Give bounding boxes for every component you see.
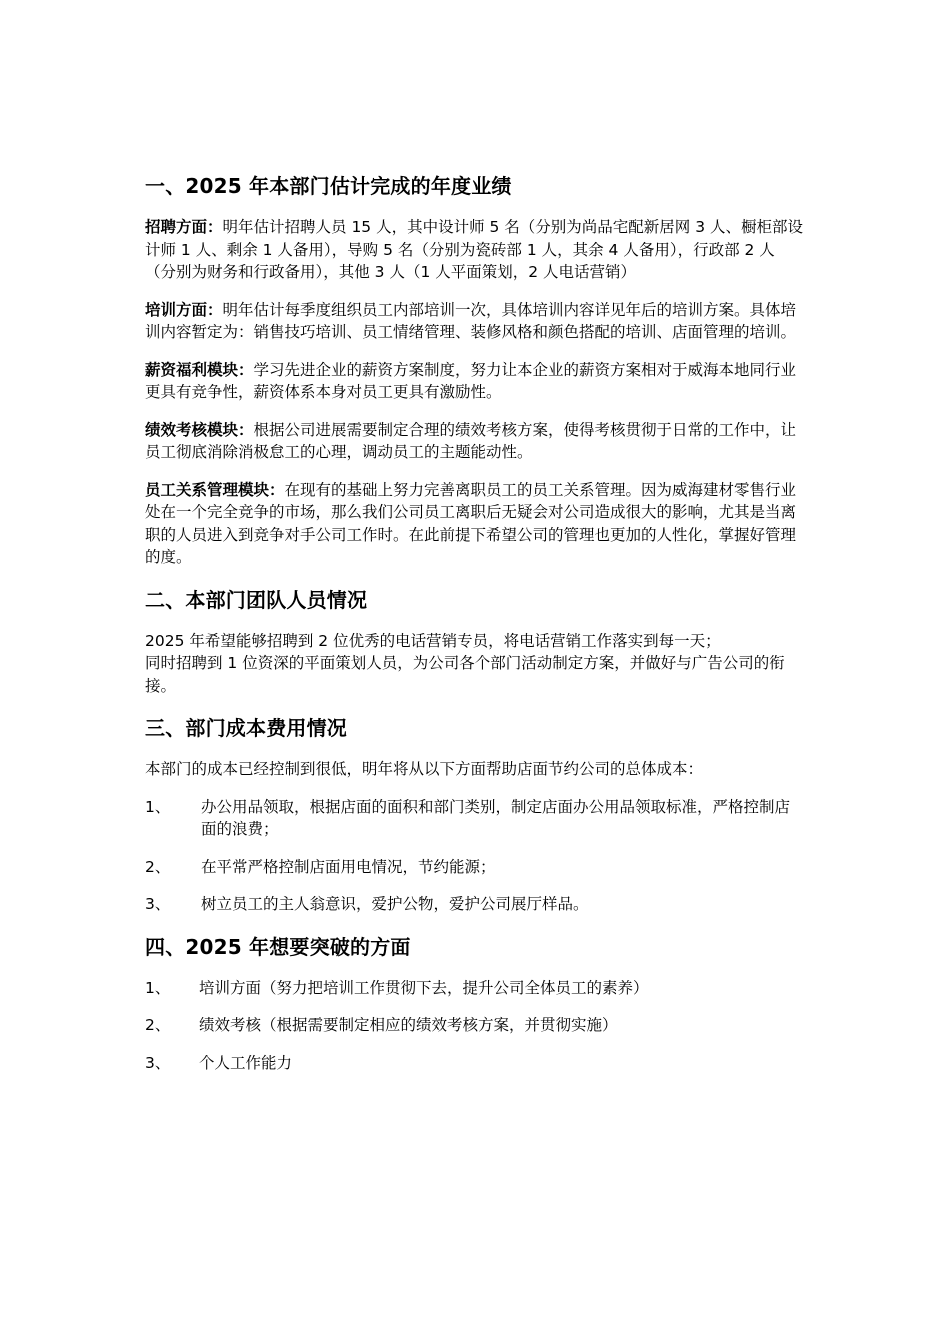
paragraph-recruitment bbox=[145, 216, 805, 284]
paragraph-cost-intro: 本部门的成本已经控制到很低，明年将从以下方面帮助店面节约公司的总体成本： bbox=[145, 760, 704, 778]
list-number: 3、 bbox=[145, 895, 171, 913]
paragraph-label: 培训方面： bbox=[145, 300, 223, 319]
list-text: 办公用品领取，根据店面的面积和部门类别，制定店面办公用品领取标准，严格控制店面的浪费； bbox=[201, 797, 791, 838]
paragraph-line: 同时招聘到 1 位资深的平面策划人员，为公司各个部门活动制定方案，并做好与广告公司的衔接。 bbox=[145, 654, 785, 695]
list-number: 2、 bbox=[145, 1016, 171, 1034]
paragraph-performance bbox=[145, 419, 805, 464]
list-item bbox=[145, 977, 805, 1000]
paragraph-label: 绩效考核模块： bbox=[145, 420, 254, 439]
paragraph-text: 学习先进企业的薪资方案制度，努力让本企业的薪资方案相对于威海本地同行业更具有竞争性，薪资体系本身对员工更具有激励性。 bbox=[145, 360, 797, 401]
list-number: 2、 bbox=[145, 857, 171, 876]
list-item bbox=[145, 893, 805, 916]
list-item bbox=[145, 1052, 805, 1075]
paragraph-text: 明年估计招聘人员 15 人，其中设计师 5 名（分别为尚品宅配新居网 3 人、橱柜部设计师 1 人、剩余 1 人备用），导购 5 名（分别为瓷砖部 1 人，其余 4 人备用），行政部 2 人（分别为财务和行政备用），其他 3 人（1 人平面策划，2 人电话营销） bbox=[145, 218, 804, 281]
paragraph-compensation bbox=[145, 359, 805, 404]
list-number: 3、 bbox=[145, 1053, 171, 1072]
paragraph-line: 2025 年希望能够招聘到 2 位优秀的电话营销专员，将电话营销工作落实到每一天； bbox=[145, 631, 721, 650]
section-heading-1: 一、2025 年本部门估计完成的年度业绩 bbox=[145, 174, 512, 198]
section-heading-3: 三、部门成本费用情况 bbox=[145, 716, 347, 740]
section-heading-2: 二、本部门团队人员情况 bbox=[145, 587, 368, 612]
paragraph-team bbox=[145, 630, 805, 698]
paragraph-training bbox=[145, 299, 805, 344]
paragraph-employee-relations bbox=[145, 479, 805, 569]
list-number: 1、 bbox=[145, 978, 171, 997]
document-page bbox=[145, 170, 805, 1089]
paragraph-text: 根据公司进展需要制定合理的绩效考核方案，使得考核贯彻于日常的工作中，让员工彻底消除消极怠工的心理，调动员工的主题能动性。 bbox=[145, 420, 797, 461]
list-item bbox=[145, 1014, 805, 1037]
list-number: 1、 bbox=[145, 797, 171, 816]
paragraph-label: 薪资福利模块： bbox=[145, 360, 254, 379]
paragraph-text: 明年估计每季度组织员工内部培训一次，具体培训内容详见年后的培训方案。具体培训内容暂定为：销售技巧培训、员工情绪管理、装修风格和颜色搭配的培训、店面管理的培训。 bbox=[145, 300, 797, 341]
paragraph-text: 在现有的基础上努力完善离职员工的员工关系管理。因为威海建材零售行业处在一个完全竞争的市场，那么我们公司员工离职后无疑会对公司造成很大的影响，尤其是当离职的人员进入到竞争对手公司工作时。在此前提下希望公司的管理也更加的人性化，掌握好管理的度。 bbox=[145, 480, 797, 566]
list-text: 个人工作能力 bbox=[199, 1053, 293, 1072]
list-item bbox=[145, 856, 805, 879]
list-text: 培训方面（努力把培训工作贯彻下去，提升公司全体员工的素养） bbox=[199, 978, 649, 997]
list-text: 绩效考核（根据需要制定相应的绩效考核方案，并贯彻实施） bbox=[199, 1016, 618, 1034]
list-item bbox=[145, 796, 805, 841]
paragraph-label: 员工关系管理模块： bbox=[145, 480, 285, 499]
section-heading-4: 四、2025 年想要突破的方面 bbox=[145, 934, 411, 959]
list-text: 树立员工的主人翁意识，爱护公物，爱护公司展厅样品。 bbox=[201, 895, 589, 913]
list-text: 在平常严格控制店面用电情况，节约能源； bbox=[201, 857, 496, 876]
paragraph-label: 招聘方面： bbox=[145, 218, 223, 236]
